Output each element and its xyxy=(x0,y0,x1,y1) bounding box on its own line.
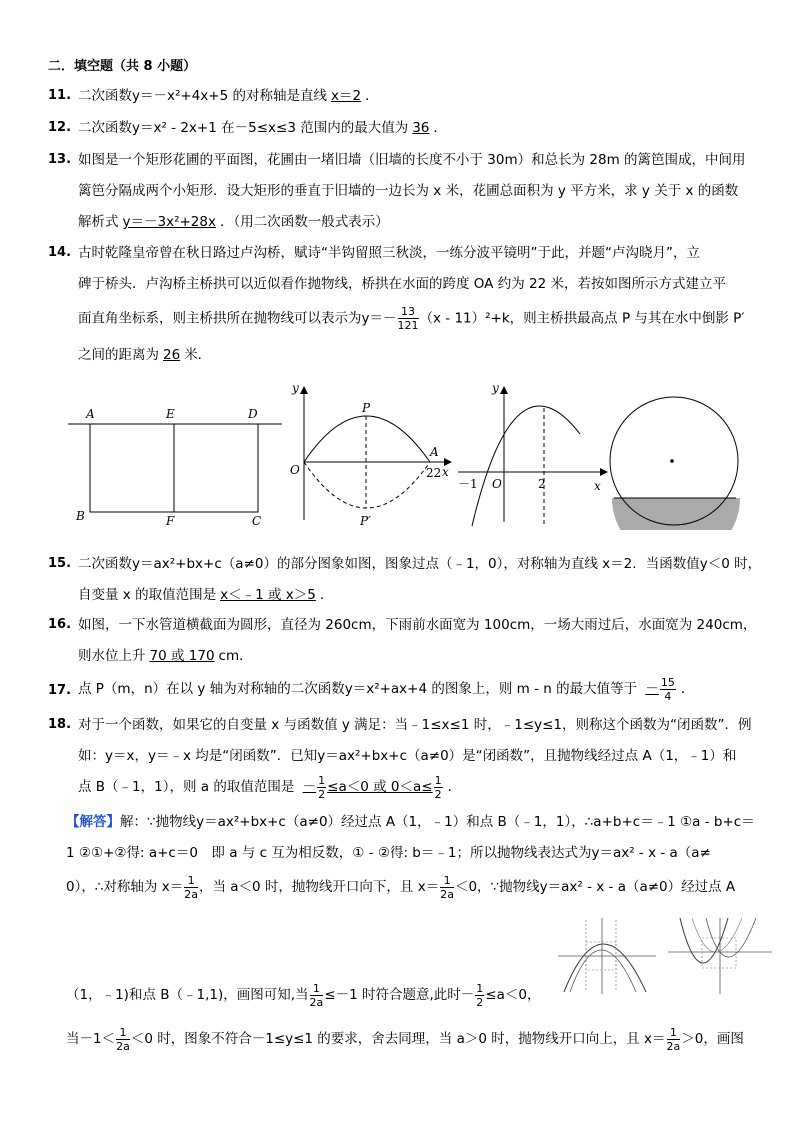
q14-answer: 26 xyxy=(163,347,181,363)
q12-number: 12. xyxy=(48,120,72,135)
q16-number: 16. xyxy=(48,617,72,632)
bridge-A-label: A xyxy=(430,445,439,459)
solution-line4: （1，﹣1)和点 B（﹣1,1)，画图可知,当 $\frac{1}{2a}$ ≤－1 时符合题意,此时－ $\frac{1}{2}$ ≤a＜0， xyxy=(66,981,541,1009)
bridge-y-label: y xyxy=(292,381,299,395)
q15-line1: 二次函数y＝ax²+bx+c（a≠0）的部分图象如图，图象过点（﹣1，0），对称轴为直线 x＝2．当函数值y＜0 时， xyxy=(78,556,762,572)
solution-graph-left xyxy=(558,918,656,994)
q18-line1: 对于一个函数，如果它的自变量 x 与函数值 y 满足：当﹣1≤x≤1 时，﹣1≤y≤1，则称这个函数为“闭函数”．例 xyxy=(78,717,752,733)
q13-number: 13. xyxy=(48,152,72,167)
solution-line3: 0），∴对称轴为 x＝ $\frac{1}{2a}$ ，当 a＜0 时，抛物线开口向下，且 x＝ $\frac{1}{2a}$ ＜0，∵抛物线y＝ax² - x - a（a≠0）经过点 A xyxy=(66,873,736,901)
solution-line2: 1 ②①+②得: a+c＝0 即 a 与 c 互为相反数，① - ②得: b＝﹣1；所以抛物线表达式为y＝ax² - x - a（a≠ xyxy=(66,845,711,861)
q15-number: 15. xyxy=(48,556,72,571)
q12-text: 二次函数y＝x² - 2x+1 在－5≤x≤3 范围内的最大值为 36 ． xyxy=(78,120,447,136)
q16-line2: 则水位上升 70 或 170 cm． xyxy=(78,648,253,664)
garden-figure xyxy=(68,407,282,528)
q14-line2: 碑于桥头．卢沟桥主桥拱可以近似看作抛物线，桥拱在水面的跨度 OA 约为 22 米，若按如图所示方式建立平 xyxy=(78,276,726,292)
q14-line1: 古时乾隆皇帝曾在秋日路过卢沟桥，赋诗“半钩留照三秋淡，一练分波平镜明”于此，并题“卢沟晓月”，立 xyxy=(78,245,700,261)
solution-graphs xyxy=(556,916,776,996)
q16-line1: 如图，一下水管道横截面为圆形，直径为 260cm，下雨前水面宽为 100cm，一场大雨过后，水面宽为 240cm， xyxy=(78,617,757,633)
q14-fraction: $\frac{13}{121}$ xyxy=(397,305,419,332)
parab-2-label: 2 xyxy=(538,477,546,491)
q18-number: 18. xyxy=(48,717,72,732)
label-A: A xyxy=(86,407,95,421)
q18-line2: 如：y＝x，y＝﹣x 均是“闭函数”．已知y＝ax²+bx+c（a≠0）是“闭函数”，且抛物线经过点 A（1，﹣1）和 xyxy=(78,748,737,764)
q14-number: 14. xyxy=(48,245,72,260)
q18-answer: － $\frac{1}{2}$ ≤a＜0 或 0＜a≤ $\frac{1}{2}$ xyxy=(302,773,442,801)
label-E: E xyxy=(166,407,175,421)
label-F: F xyxy=(166,514,175,528)
q11-text: 二次函数y＝－x²+4x+5 的对称轴是直线 x＝2 ． xyxy=(78,88,379,104)
bridge-O-label: O xyxy=(290,463,300,477)
q17-number: 17. xyxy=(48,683,72,698)
q12-answer: 36 xyxy=(412,120,430,136)
q14-line3: 面直角坐标系，则主桥拱所在抛物线可以表示为y＝－ $\frac{13}{121}$ （x - 11）²+k，则主桥拱最高点 P 与其在水中倒影 P′ xyxy=(78,305,745,332)
section-title: 二．填空题（共 8 小题） xyxy=(48,59,197,74)
solution-line1: 【解答】解：∵抛物线y＝ax²+bx+c（a≠0）经过点 A（1，﹣1）和点 B（﹣1，1），∴a+b+c＝﹣1 ①a - b+c＝ xyxy=(66,814,755,830)
label-B: B xyxy=(76,509,85,523)
q15-answer: x＜﹣1 或 x＞5 xyxy=(220,587,316,603)
q11-number: 11. xyxy=(48,88,72,103)
q14-line4: 之间的距离为 26 米． xyxy=(78,347,212,363)
q11-answer: x＝2 xyxy=(330,88,362,104)
q13-line1: 如图是一个矩形花圃的平面图，花圃由一堵旧墙（旧墙的长度不小于 30m）和总长为 28m 的篱笆围成，中间用 xyxy=(78,152,746,168)
q18-line3: 点 B（﹣1，1），则 a 的取值范围是 － $\frac{1}{2}$ ≤a＜0 或 0＜a≤ $\frac{1}{2}$ ． xyxy=(78,773,462,801)
bridge-figure xyxy=(290,381,452,528)
bridge-x-label: x xyxy=(442,465,449,479)
solution-graph-right xyxy=(668,918,772,994)
parab-m1-label: －1 xyxy=(458,477,478,491)
bridge-Pp-label: P′ xyxy=(360,514,371,528)
q17-text: 点 P（m，n）在以 y 轴为对称轴的二次函数y＝x²+ax+4 的图象上，则 m - n 的最大值等于 － $\frac{15}{4}$ ． xyxy=(78,675,695,703)
bridge-P-label: P xyxy=(362,401,371,415)
figures-row xyxy=(60,380,750,530)
q16-answer: 70 或 170 xyxy=(149,648,215,664)
pipe-figure xyxy=(610,397,740,530)
solution-line5: 当－1＜ $\frac{1}{2a}$ ＜0 时，图象不符合－1≤y≤1 的要求，舍去同理，当 a＞0 时，抛物线开口向上，且 x＝ $\frac{1}{2a}$ ＞0，画图 xyxy=(66,1025,744,1053)
q13-line2: 篱笆分隔成两个小矩形．设大矩形的垂直于旧墙的一边长为 x 米，花圃总面积为 y 平方米，求 y 关于 x 的函数 xyxy=(78,183,739,199)
parabola-figure xyxy=(458,381,608,526)
q15-line2: 自变量 x 的取值范围是 x＜﹣1 或 x＞5 ． xyxy=(78,587,334,603)
q17-answer: － $\frac{15}{4}$ xyxy=(645,675,675,703)
label-D: D xyxy=(248,407,258,421)
solution-tag: 【解答】 xyxy=(66,814,120,830)
q13-line3: 解析式 y＝－3x²+28x ．（用二次函数一般式表示） xyxy=(78,214,389,230)
label-C: C xyxy=(252,514,262,528)
parab-x-label: x xyxy=(594,479,601,493)
parab-y-label: y xyxy=(492,381,499,395)
q13-answer: y＝－3x²+28x xyxy=(122,214,216,230)
bridge-22-label: 22 xyxy=(426,466,442,480)
parab-O-label: O xyxy=(492,477,502,491)
